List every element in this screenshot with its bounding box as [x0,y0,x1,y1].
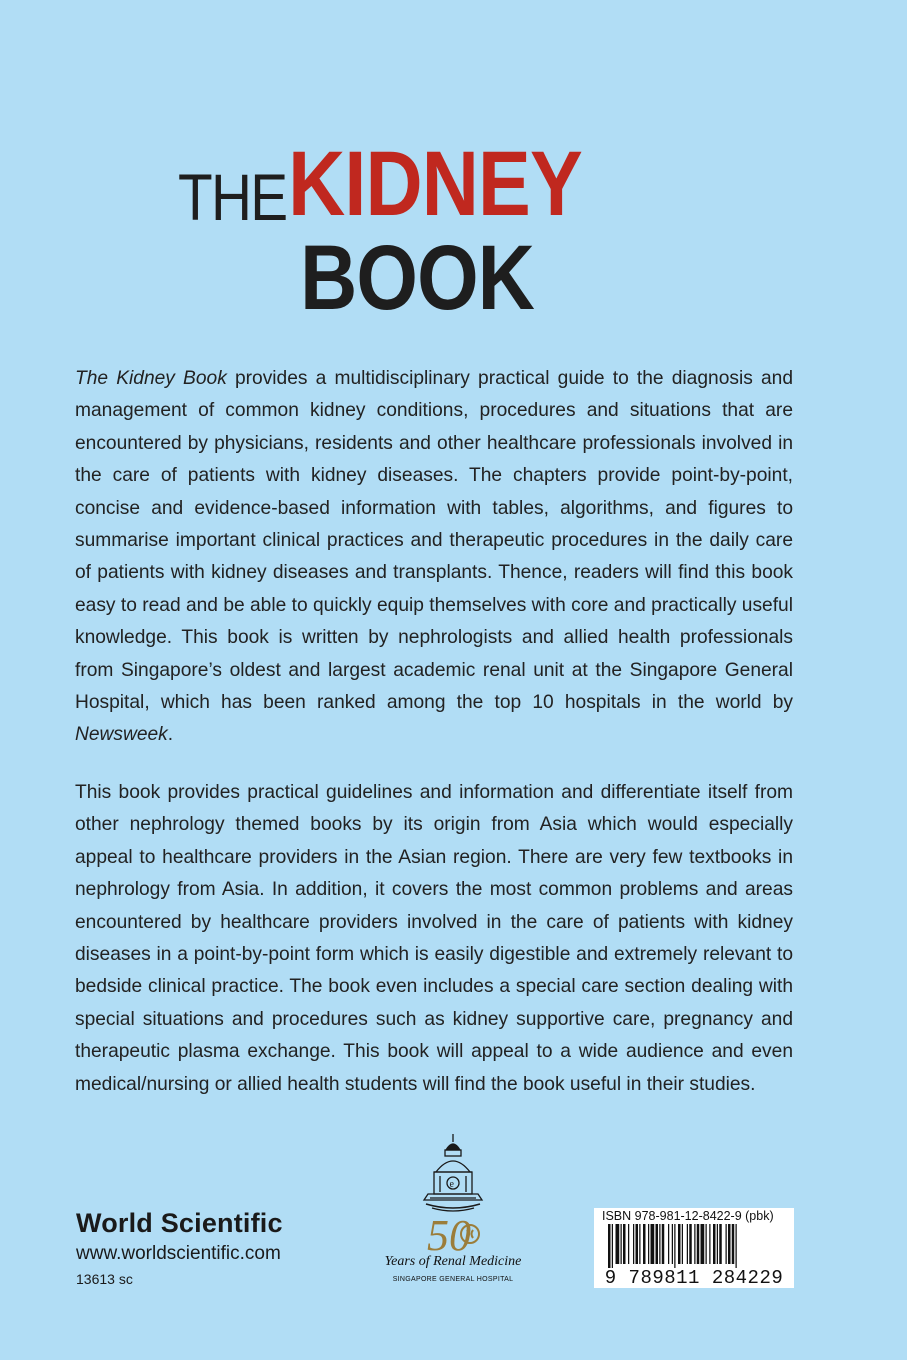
barcode-bar [656,1224,659,1264]
barcode-bar [668,1224,669,1264]
barcode-bar [694,1224,695,1264]
barcode-bar [621,1224,622,1264]
barcode-bar [639,1224,640,1264]
barcode-bar [633,1224,634,1264]
title-book: BOOK [300,227,535,329]
barcode-bar [616,1224,620,1264]
description-paragraph-2: This book provides practical guidelines and information and differentiate itself from other nephrology themed books by its origin from Asia which would especially appeal to healthcare providers in the Asian region. There are very few textbooks in nephrology from Asia. In addition, it covers the most common problems and areas encountered by healthcare providers involved in the care of patients with kidney diseases in a point-by-point form which is easily digestible and extremely relevant to bedside clinical practice. The book even includes a special care section dealing with special situations and procedures such as kidney supportive care, pregnancy and therapeutic plasma exchange. This book will appeal to a wide audience and even medical/nursing or allied health students will find the book useful in their studies. [75,782,793,1095]
barcode-bar [682,1224,683,1264]
barcode-bar [697,1224,700,1264]
barcode-bar [713,1224,716,1264]
barcode-bar [612,1224,613,1268]
barcode-bar [709,1224,710,1264]
publisher-code: 13613 sc [76,1271,133,1287]
barcode-bar [687,1224,688,1264]
barcode-bar [706,1224,707,1264]
barcode-bar [678,1224,681,1264]
barcode-bar [726,1224,727,1264]
barcode-number: 9 789811 284229 [604,1267,784,1289]
description-text-1: provides a multidisciplinary practical guide to the diagnosis and management of common kidney conditions, procedures and situations that are encountered by physicians, residents and other healthcare professionals involved in the care of patients with kidney diseases. The chapters provide point-by-point, concise and evidence-based information with tables, algorithms, and figures to summarise important clinical practices and therapeutic procedures in the daily care of patients with kidney diseases and transplants. Thence, readers will find this book easy to read and be able to quickly equip themselves with core and practically useful knowledge. This book is written by nephrologists and allied health professionals from Singapore’s oldest and largest academic renal unit at the Singapore General Hospital, which has been ranked among the top 10 hospitals in the world by [75,368,793,714]
barcode-bar [623,1224,626,1264]
publisher-block [76,1208,283,1287]
barcode-bar [628,1224,629,1264]
title-line-1 [178,133,582,236]
barcode-bar [701,1224,705,1264]
barcode-bar [651,1224,655,1264]
barcode-bar [662,1224,665,1264]
barcode-bar [732,1224,735,1264]
anniversary-logo [372,1128,534,1308]
barcode-bar [719,1224,722,1264]
barcode-bar [736,1224,737,1268]
logo-hospital-text: SINGAPORE GENERAL HOSPITAL [392,1276,514,1283]
building-emblem-icon [372,1128,534,1254]
newsweek-italic: Newsweek [75,724,168,746]
svg-text:e: e [449,1179,454,1190]
isbn-barcode [594,1208,794,1288]
title-the: THE [178,160,287,234]
barcode-bar [608,1224,611,1268]
description-text-1-end: . [167,724,174,746]
barcode-bar [636,1224,639,1264]
barcode-bar [659,1224,660,1264]
isbn-label: ISBN 978-981-12-8422-9 (pbk) [602,1209,774,1223]
book-title [178,133,582,329]
description-paragraph-1 [75,363,793,752]
barcode-bar [674,1224,675,1268]
publisher-name: World Scientific [76,1208,283,1238]
barcode-bar [689,1224,692,1264]
book-name-italic: The Kidney Book [75,368,227,389]
barcode-bar [728,1224,731,1264]
barcode-bar [717,1224,718,1264]
barcode-bar [648,1224,649,1264]
barcode-bar [672,1224,673,1264]
publisher-url[interactable]: www.worldscientific.com [76,1243,281,1264]
barcode-bar [643,1224,646,1264]
logo-years-text: Years of Renal Medicine [384,1254,522,1269]
title-kidney: KIDNEY [288,133,582,235]
logo-50-number: 50 [427,1211,471,1254]
